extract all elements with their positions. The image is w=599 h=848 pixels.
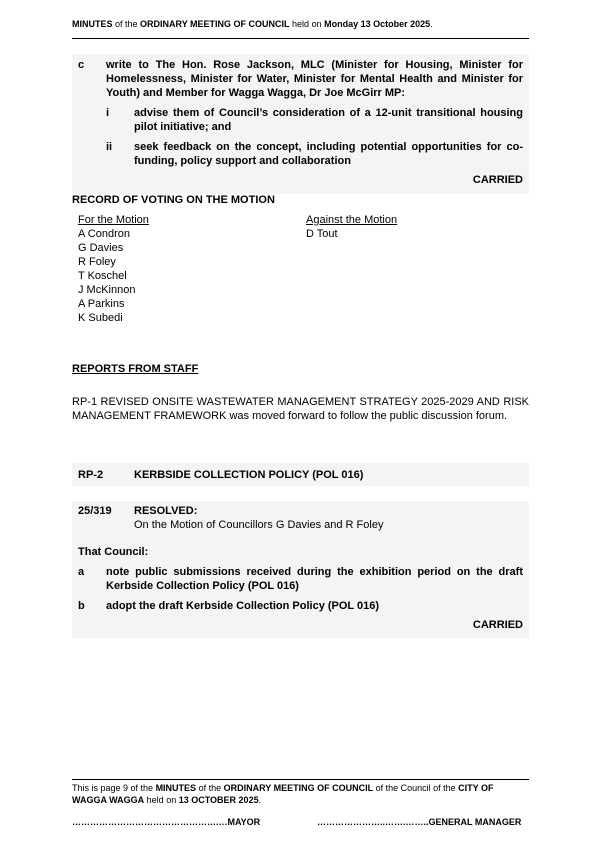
- footer-period: .: [258, 795, 262, 805]
- header-meeting: ORDINARY MEETING OF COUNCIL: [140, 19, 290, 29]
- item-a-letter: a: [78, 566, 85, 578]
- motion-c-sub-ii-text: seek feedback on the concept, including potential opportunities for co-funding, policy support and collaboration: [134, 141, 523, 167]
- against-motion-label: Against the Motion: [306, 214, 398, 226]
- rp2-title: KERBSIDE COLLECTION POLICY (POL 016): [134, 469, 364, 481]
- resolution-number: 25/319: [78, 505, 112, 517]
- for-voter: T Koschel: [78, 270, 127, 282]
- item-a-text: note public submissions received during the exhibition period on the draft Kerbside Collection Policy (POL 016): [106, 566, 523, 592]
- that-council: That Council:: [78, 546, 149, 558]
- motion-c-text: write to The Hon. Rose Jackson, MLC (Minister for Housing, Minister for Homelessness, Minister for Water, Minister for Mental Health and Minister for Youth) and Member for Wagga Wagga, Dr Joe McGirr MP:: [106, 59, 523, 99]
- footer-divider: [72, 779, 529, 780]
- motion-c-sub-ii-num: ii: [106, 141, 113, 153]
- footer-council-of: of the Council of the: [373, 783, 459, 793]
- resolved-label: RESOLVED:: [134, 505, 198, 517]
- motion-c-sub-i-text: advise them of Council’s consideration of a 12-unit transitional housing pilot initiative; and: [134, 107, 523, 133]
- for-motion-label: For the Motion: [78, 214, 149, 226]
- header-date: Monday 13 October 2025: [324, 19, 431, 29]
- voting-heading: RECORD OF VOTING ON THE MOTION: [72, 194, 275, 206]
- rp2-code: RP-2: [78, 469, 104, 481]
- for-voter: R Foley: [78, 256, 116, 268]
- general-manager-signature-line: …………………..…….……..GENERAL MANAGER: [317, 817, 522, 827]
- footer-page-text: This is page 9 of the: [72, 783, 156, 793]
- mayor-signature-line: ………………………………………….…MAYOR: [72, 817, 261, 827]
- header-minutes: MINUTES: [72, 19, 113, 29]
- footer-meeting: ORDINARY MEETING OF COUNCIL: [223, 783, 374, 793]
- motion-c-letter: c: [78, 59, 85, 71]
- reports-heading: REPORTS FROM STAFF: [72, 363, 199, 375]
- item-b-letter: b: [78, 600, 85, 612]
- rp2-carried: CARRIED: [472, 619, 523, 631]
- for-voter: K Subedi: [78, 312, 123, 324]
- motion-c-carried: CARRIED: [472, 174, 523, 186]
- for-voter: G Davies: [78, 242, 124, 254]
- for-voter: A Condron: [78, 228, 130, 240]
- header-period: .: [430, 19, 433, 29]
- motion-c-sub-i-num: i: [106, 107, 110, 119]
- rp1-note: RP-1 REVISED ONSITE WASTEWATER MANAGEMENT STRATEGY 2025-2029 AND RISK MANAGEMENT FRAMEWORK was moved forward to follow the public discussion forum.: [72, 396, 529, 422]
- header-of: of the: [112, 19, 141, 29]
- footer-held-on: held on: [144, 795, 179, 805]
- footer-city: CITY OF WAGGA WAGGA: [72, 783, 494, 805]
- footer-of: of the: [196, 783, 224, 793]
- header-divider: [72, 38, 529, 39]
- footer-date: 13 OCTOBER 2025: [178, 795, 259, 805]
- footer-minutes: MINUTES: [155, 783, 197, 793]
- for-voter: A Parkins: [78, 298, 125, 310]
- against-voter: D Tout: [306, 228, 338, 240]
- header-held-on: held on: [289, 19, 325, 29]
- page-header: [72, 19, 529, 29]
- page-footer: [72, 782, 529, 806]
- mover-text: On the Motion of Councillors G Davies and R Foley: [134, 519, 384, 531]
- item-b-text: adopt the draft Kerbside Collection Policy (POL 016): [106, 600, 380, 612]
- for-voter: J McKinnon: [78, 284, 136, 296]
